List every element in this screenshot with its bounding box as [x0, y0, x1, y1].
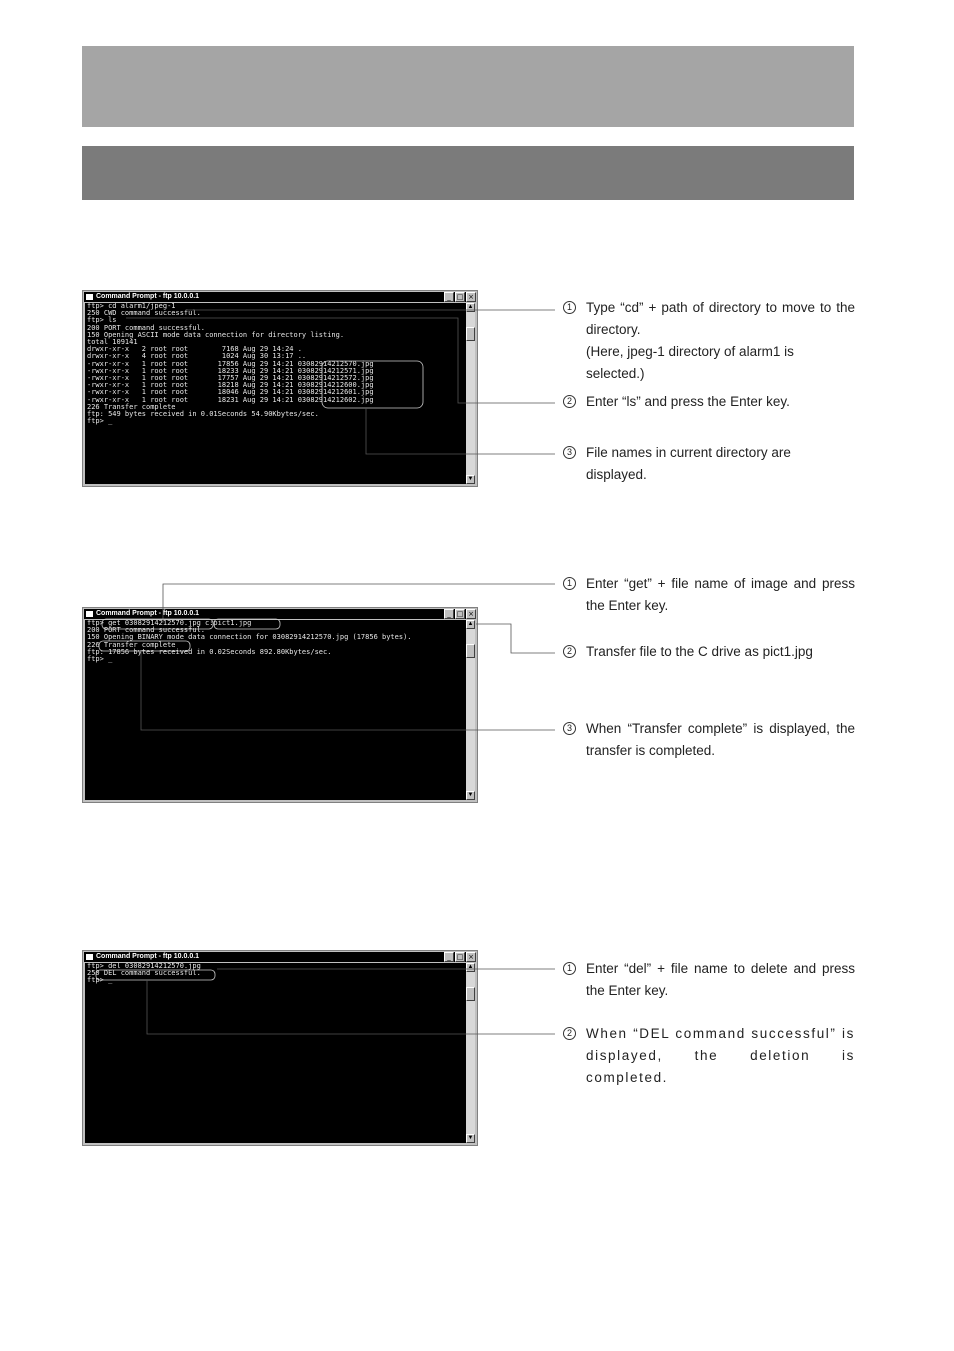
callout-text: Enter “get” + file name of image and press the Enter key. — [586, 576, 855, 613]
callout-text: When “Transfer complete” is displayed, the transfer is completed. — [586, 721, 855, 758]
section-title-band — [82, 146, 854, 200]
callout-get — [563, 573, 855, 617]
window-title-bar — [84, 292, 476, 302]
step-number-badge: 1 — [563, 301, 576, 314]
header-band — [82, 46, 854, 127]
scroll-up-arrow-icon[interactable]: ▲ — [467, 964, 474, 970]
callout-transfer-complete — [563, 718, 855, 762]
callout-note: (Here, jpeg-1 directory of alarm1 is selected.) — [586, 344, 794, 381]
minimize-button[interactable]: _ — [444, 609, 454, 619]
console-lines: ftp> cd alarm1/jpeg-1 250 CWD command successful. ftp> ls 200 PORT command successful. 150 Opening ASCII mode data connection for directory listing. total 109141 drwxr-xr-x 2 root root 7168 Aug 29 14:24 . drwxr-xr-x 4 root root 1024 Aug 30 13:17 .. -rwxr-xr-x 1 root root 17856 Aug 29 14:21 03082914212570.jpg -rwxr-xr-x 1 root root 18233 Aug 29 14:21 03082914212571.jpg -rwxr-xr-x 1 root root 17757 Aug 29 14:21 03082914212572.jpg -rwxr-xr-x 1 root root 18218 Aug 29 14:21 03082914212600.jpg -rwxr-xr-x 1 root root 18046 Aug 29 14:21 03082914212601.jpg -rwxr-xr-x 1 root root 18231 Aug 29 14:21 03082914212602.jpg 226 Transfer complete ftp: 549 bytes received in 0.01Seconds 54.90Kbytes/sec. ftp> _ — [87, 303, 374, 426]
command-prompt-window-del — [82, 950, 478, 1146]
vertical-scrollbar[interactable] — [466, 963, 475, 1143]
maximize-button[interactable]: □ — [456, 953, 464, 961]
window-title: Command Prompt - ftp 10.0.0.1 — [96, 293, 200, 300]
close-button[interactable]: × — [466, 952, 476, 962]
console-lines: ftp> get 03082914212570.jpg c:pict1.jpg 200 PORT command successful. 150 Opening BINARY mode data connection for 03082914212570.jpg (17856 bytes). 226 Transfer complete ftp: 17856 bytes received in 0.02Seconds 892.80Kbytes/sec. ftp> _ — [87, 620, 412, 664]
minimize-button[interactable]: _ — [444, 292, 454, 302]
vertical-scrollbar[interactable] — [466, 303, 475, 484]
scroll-up-arrow-icon[interactable]: ▲ — [467, 304, 474, 310]
callout-cd — [563, 297, 855, 385]
console-output[interactable] — [85, 303, 466, 484]
callout-file-names — [563, 442, 855, 486]
step-number-badge: 1 — [563, 962, 576, 975]
scroll-down-arrow-icon[interactable]: ▼ — [467, 1135, 474, 1141]
window-title-bar — [84, 952, 476, 962]
command-prompt-icon — [86, 294, 93, 300]
callout-text: File names in current directory are displayed. — [586, 445, 791, 482]
scroll-thumb[interactable] — [466, 644, 475, 658]
window-title-bar — [84, 609, 476, 619]
scroll-down-arrow-icon[interactable]: ▼ — [467, 476, 474, 482]
maximize-button[interactable]: □ — [456, 610, 464, 618]
window-title: Command Prompt - ftp 10.0.0.1 — [96, 953, 200, 960]
scroll-thumb[interactable] — [466, 327, 475, 341]
callout-del-complete — [563, 1023, 855, 1089]
step-number-badge: 3 — [563, 446, 576, 459]
step-number-badge: 1 — [563, 577, 576, 590]
console-output[interactable] — [85, 620, 466, 800]
window-title: Command Prompt - ftp 10.0.0.1 — [96, 610, 200, 617]
console-output[interactable] — [85, 963, 466, 1143]
callout-text: When “DEL command successful” is displayed, the deletion is completed. — [586, 1026, 855, 1085]
callout-text: Enter “del” + file name to delete and press the Enter key. — [586, 961, 855, 998]
command-prompt-icon — [86, 611, 93, 617]
callout-text: Transfer file to the C drive as pict1.jpg — [586, 644, 813, 659]
vertical-scrollbar[interactable] — [466, 620, 475, 800]
close-button[interactable]: × — [466, 292, 476, 302]
callout-text: Enter “ls” and press the Enter key. — [586, 394, 790, 409]
callout-transfer-file — [563, 641, 855, 663]
callout-ls — [563, 391, 855, 413]
window-controls — [444, 952, 476, 961]
command-prompt-window-get — [82, 607, 478, 803]
scroll-thumb[interactable] — [466, 987, 475, 1001]
callout-del — [563, 958, 855, 1002]
command-prompt-icon — [86, 954, 93, 960]
close-button[interactable]: × — [466, 609, 476, 619]
step-number-badge: 2 — [563, 1027, 576, 1040]
step-number-badge: 3 — [563, 722, 576, 735]
step-number-badge: 2 — [563, 395, 576, 408]
window-controls — [444, 609, 476, 618]
console-lines: ftp> del 03082914212570.jpg 250 DEL command successful. ftp> _ — [87, 963, 201, 985]
command-prompt-window-ls — [82, 290, 478, 487]
maximize-button[interactable]: □ — [456, 293, 464, 301]
scroll-down-arrow-icon[interactable]: ▼ — [467, 792, 474, 798]
step-number-badge: 2 — [563, 645, 576, 658]
scroll-up-arrow-icon[interactable]: ▲ — [467, 621, 474, 627]
minimize-button[interactable]: _ — [444, 952, 454, 962]
callout-text: Type “cd” + path of directory to move to the directory. — [586, 300, 855, 337]
window-controls — [444, 292, 476, 301]
